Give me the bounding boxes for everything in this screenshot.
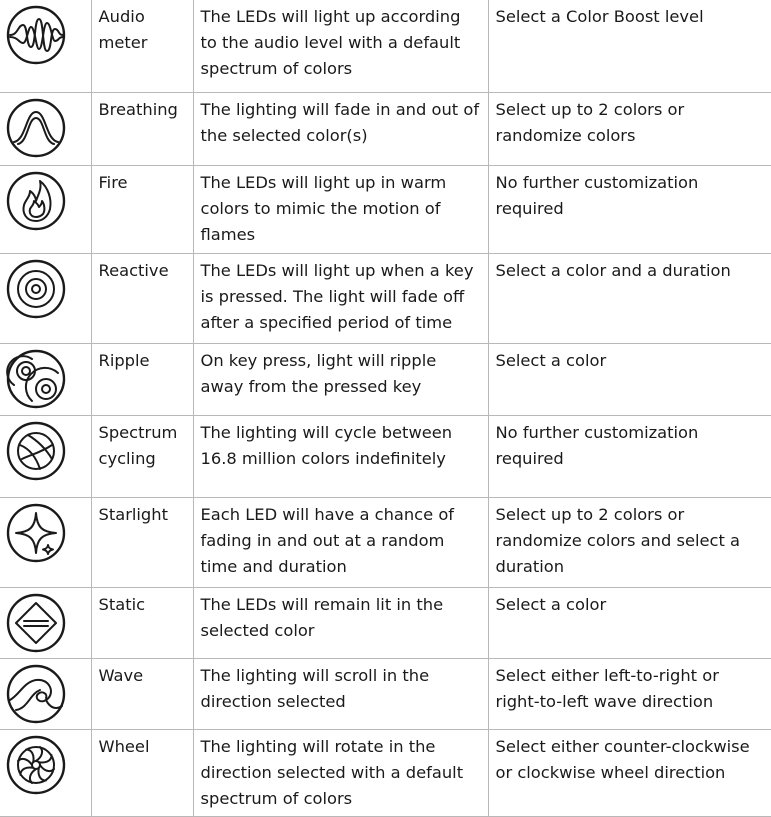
effect-options: Select a color	[488, 587, 771, 658]
effect-name: Ripple	[91, 343, 193, 415]
fire-icon	[6, 171, 91, 231]
effect-name: Audio meter	[91, 0, 193, 92]
effect-description: The lighting will fade in and out of the selected color(s)	[193, 92, 488, 165]
audio-meter-icon	[6, 5, 91, 65]
breathing-icon	[6, 98, 91, 158]
effect-options: No further customization required	[488, 415, 771, 497]
reactive-icon	[6, 259, 91, 319]
effect-description: Each LED will have a chance of fading in and out at a random time and duration	[193, 497, 488, 587]
static-icon	[6, 593, 91, 653]
effect-description: The lighting will cycle between 16.8 million colors indefinitely	[193, 415, 488, 497]
table-row	[0, 343, 771, 415]
effect-name: Wave	[91, 658, 193, 729]
effect-description: The LEDs will light up according to the audio level with a default spectrum of colors	[193, 0, 488, 92]
effect-name: Fire	[91, 165, 193, 253]
effect-options: Select up to 2 colors or randomize colors and select a duration	[488, 497, 771, 587]
effect-description: The lighting will rotate in the direction selected with a default spectrum of colors	[193, 729, 488, 816]
effect-options: Select either counter-clockwise or clockwise wheel direction	[488, 729, 771, 816]
table-row	[0, 253, 771, 343]
effect-name: Reactive	[91, 253, 193, 343]
effect-name: Wheel	[91, 729, 193, 816]
effect-description: On key press, light will ripple away from the pressed key	[193, 343, 488, 415]
effect-description: The LEDs will light up when a key is pressed. The light will fade off after a specified period of time	[193, 253, 488, 343]
table-row	[0, 165, 771, 253]
table-row	[0, 729, 771, 816]
effect-description: The LEDs will light up in warm colors to mimic the motion of flames	[193, 165, 488, 253]
ripple-icon	[6, 349, 91, 409]
effect-name: Breathing	[91, 92, 193, 165]
effect-options: Select either left-to-right or right-to-left wave direction	[488, 658, 771, 729]
spectrum-cycling-icon	[6, 421, 91, 481]
effect-name: Spectrum cycling	[91, 415, 193, 497]
effect-options: No further customization required	[488, 165, 771, 253]
effect-options: Select a color and a duration	[488, 253, 771, 343]
effect-options: Select a color	[488, 343, 771, 415]
wave-icon	[6, 664, 91, 724]
table-row	[0, 0, 771, 92]
effect-name: Static	[91, 587, 193, 658]
table-row	[0, 658, 771, 729]
table-row	[0, 415, 771, 497]
table-row	[0, 497, 771, 587]
effect-options: Select up to 2 colors or randomize colors	[488, 92, 771, 165]
effect-description: The LEDs will remain lit in the selected color	[193, 587, 488, 658]
effect-description: The lighting will scroll in the direction selected	[193, 658, 488, 729]
wheel-icon	[6, 735, 91, 795]
starlight-icon	[6, 503, 91, 563]
effect-name: Starlight	[91, 497, 193, 587]
table-row	[0, 587, 771, 658]
table-row	[0, 92, 771, 165]
effect-options: Select a Color Boost level	[488, 0, 771, 92]
